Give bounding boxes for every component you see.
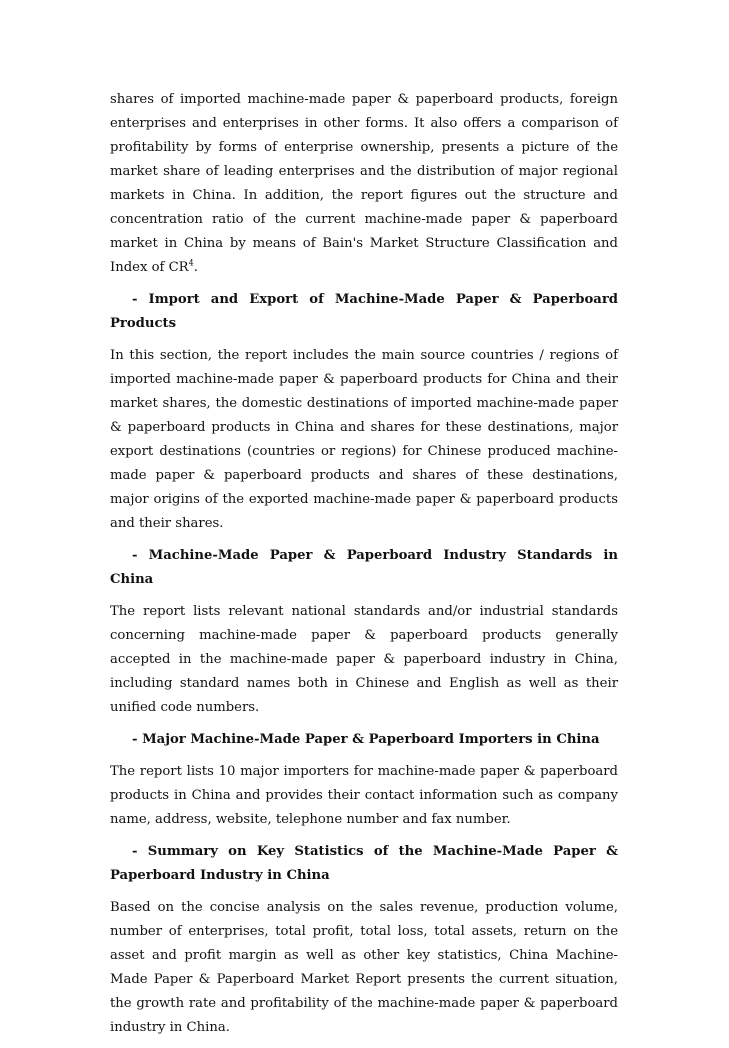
paragraph-market-structure (110, 88, 618, 280)
paragraph-import-export: In this section, the report includes the main source countries / regions of imported machine-made paper & paperboard products for China and their market shares, the domestic destinations of imported machine-made paper & paperboard products in China and shares for these destinations, major export destinations (countries or regions) for Chinese produced machine-made paper & paperboard products and shares of these destinations, major origins of the exported machine-made paper & paperboard products and their shares. (110, 348, 618, 531)
paragraph-industry-standards: The report lists relevant national standards and/or industrial standards concerning machine-made paper & paperboard products generally accepted in the machine-made paper & paperboard industry in China, including standard names both in Chinese and English as well as their unified code numbers. (110, 604, 618, 715)
heading-industry-standards: - Machine-Made Paper & Paperboard Industry Standards in China (110, 548, 618, 587)
paragraph-major-importers: The report lists 10 major importers for machine-made paper & paperboard products in China and provides their contact information such as company name, address, website, telephone number and fax number. (110, 764, 618, 827)
footnote-superscript: 4 (188, 258, 194, 268)
paragraph-text: shares of imported machine-made paper & paperboard products, foreign enterprises and enterprises in other forms. It also offers a comparison of profitability by forms of enterprise ownership, presents a picture of the market share of leading enterprises and the distribution of major regional markets in China. In addition, the report figures out the structure and concentration ratio of the current machine-made paper & paperboard market in China by means of Bain's Market Structure Classification and Index of CR (110, 92, 618, 275)
paragraph-key-statistics: Based on the concise analysis on the sales revenue, production volume, number of enterprises, total profit, total loss, total assets, return on the asset and profit margin as well as other key statistics, China Machine-Made Paper & Paperboard Market Report presents the current situation, the growth rate and profitability of the machine-made paper & paperboard industry in China. (110, 900, 618, 1035)
heading-import-export: - Import and Export of Machine-Made Paper & Paperboard Products (110, 292, 618, 331)
heading-major-importers: - Major Machine-Made Paper & Paperboard Importers in China (132, 732, 600, 747)
document-page (110, 88, 618, 1048)
paragraph-end: . (193, 260, 198, 275)
heading-key-statistics: - Summary on Key Statistics of the Machine-Made Paper & Paperboard Industry in China (110, 844, 618, 883)
